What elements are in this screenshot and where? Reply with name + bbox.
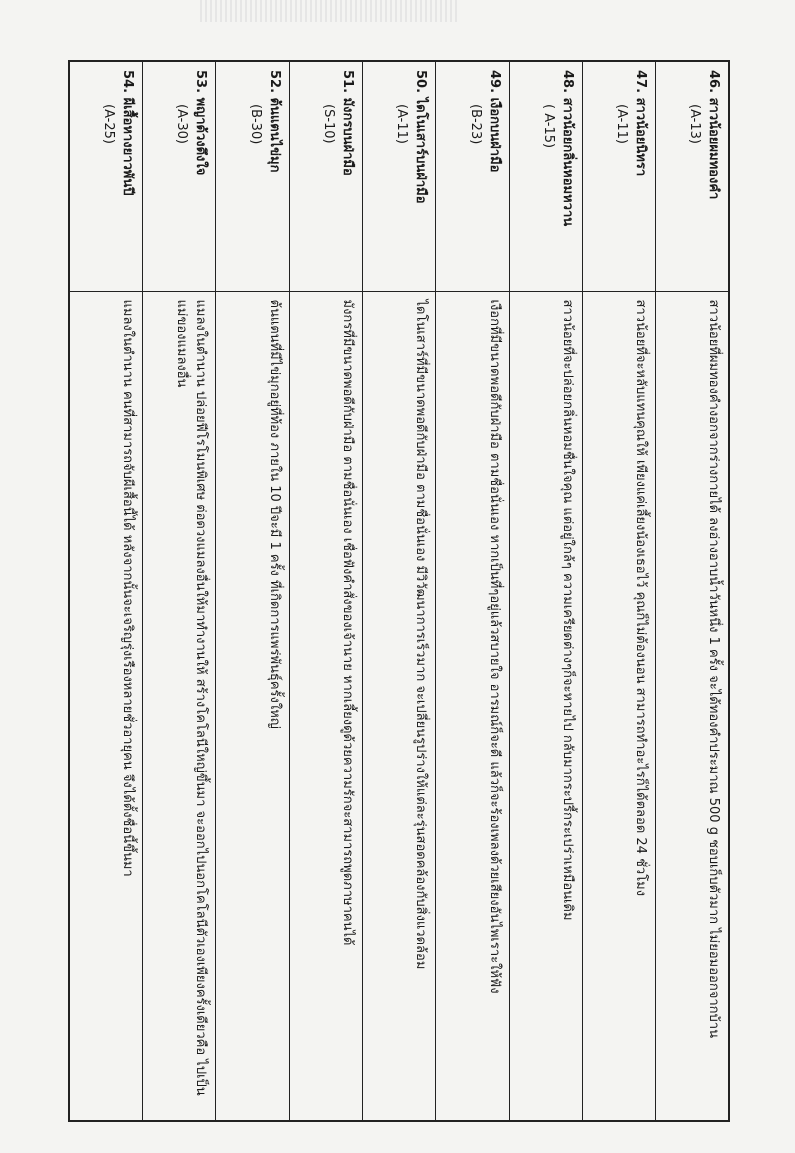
creature-code: (B-23) (467, 104, 483, 145)
name-cell (509, 61, 582, 291)
creature-code: (A-25) (101, 104, 117, 144)
creature-name: เงือกบนฝ่ามือ (486, 97, 502, 173)
creature-code: (A-11) (614, 104, 630, 144)
row-number: 47. (633, 70, 649, 94)
creature-name: มังกรบนฝ่ามือ (339, 97, 355, 176)
table-row (436, 61, 509, 1121)
description-cell: สาวน้อยที่ผมทองคำงอกจากร่างกายได้ ลงอ่างอาบน้ำวันหนึ่ง 1 ครั้ง จะได้ทองคำประมาณ 500 g ชอบเก็บตัวมาก ไม่ยอมออกจากบ้าน (656, 291, 729, 1121)
table-row (69, 61, 142, 1121)
description-cell: เงือกที่มีขนาดพอดีกับฝ่ามือ ตามชื่อนั่นเอง หากเป็นที่ๆอยู่แล้วสบายใจ อารมณ์ก็จะดี แล้วก็จะร้องเพลงด้วยเสียงอันไพเราะให้ฟัง (436, 291, 509, 1121)
name-cell (69, 61, 142, 291)
creature-code: (A-13) (687, 104, 703, 144)
row-number: 50. (413, 70, 429, 94)
description-cell: สาวน้อยที่จะปล่อยกลิ่นหอมชื่นใจคุณ แต่อยู่ใกล้ๆ ความเครียดต่างๆก็จะหายไป กลับมากระปรี้กระเปร่าเหมือนเดิม (509, 291, 582, 1121)
creature-code: (A-30) (174, 104, 190, 144)
name-cell (436, 61, 509, 291)
name-cell (216, 61, 289, 291)
name-cell (582, 61, 655, 291)
description-cell: แมลงในตำนาน คนที่สามารถจับผีเสื้อนี้ได้ หลังจากนั้นจะเจริญรุ่งเรืองหลายชั่วอายุคน จึงได้ตั้งชื่อนี้ขึ้นมา (69, 291, 142, 1121)
creature-name: สาวน้อยผมทองคำ (706, 97, 721, 200)
row-number: 52. (266, 70, 282, 94)
creature-code: (A-11) (394, 104, 410, 144)
row-number: 46. (706, 70, 721, 94)
description-cell: มังกรที่มีขนาดพอดีกับฝ่ามือ ตามชื่อนั่นเอง เชื่อฟังคำสั่งของเจ้านาย หากเลี้ยงดูด้วยความรักจะสามารถพูดภาษาคนได้ (289, 291, 362, 1121)
table-row (582, 61, 655, 1121)
creature-name: สาวน้อยนิทรา (633, 97, 649, 177)
name-cell (656, 61, 729, 291)
name-cell (142, 61, 215, 291)
row-number: 48. (559, 70, 575, 94)
creature-code: (B-30) (247, 104, 263, 145)
name-cell (362, 61, 435, 291)
name-cell (289, 61, 362, 291)
creature-name: สาวน้อยกลิ่นหอมหวาน (559, 97, 575, 227)
creature-name: ต้นแตนไข่มุก (266, 97, 282, 173)
row-number: 53. (193, 70, 209, 94)
creature-name: พญาด้วงดึงใจ (193, 97, 209, 176)
description-cell: ต้นแตนที่มีไข่มุกอยู่ที่ท้อง ภายใน 10 ปีจะมี 1 ครั้ง ที่เกิดการแพร่พันธุ์ครั้งใหญ่ (216, 291, 289, 1121)
creature-code: ( A-15) (541, 104, 556, 149)
creature-code: (S-10) (321, 104, 337, 144)
scan-smudge (200, 0, 460, 22)
rotated-table-frame (70, 60, 730, 1120)
table-row (142, 61, 215, 1121)
description-cell: สาวน้อยที่จะหลับแทนคุณให้ เพียงแค่เลี้ยงน้องเธอไว้ คุณก็ไม่ต้องนอน สามารถทำอะไรก็ได้ตลอด 24 ชั่วโมง (582, 291, 655, 1121)
table-row (362, 61, 435, 1121)
description-cell: แมลงในตำนาน ปล่อยฟีโรโมนพิเศษ ต่อดวงแมลงอื่นให้มาทำงานให้ สร้างโคโลนีใหญ่ขึ้นมา จะออกไปนอกโคโลนีตัวเองเพียงครั้งเดียวคือ ไปเป็นแม่ของแมลงอื่น (142, 291, 215, 1121)
table-row (656, 61, 729, 1121)
row-number: 54. (119, 70, 135, 94)
creature-name: ไดโนเสาร์บนฝ่ามือ (413, 97, 429, 204)
creature-name: ผีเสื้อหางยาวพันปี (119, 97, 135, 196)
creature-table (68, 60, 730, 1122)
description-cell: ไดโนเสาร์ที่มีขนาดพอดีกับฝ่ามือ ตามชื่อนั่นเอง มีวิวัฒนาการเร็วมาก จะเปลี่ยนรูปร่างให้แต่ละรุ่นสอดคล้องกับสิ่งแวดล้อม (362, 291, 435, 1121)
row-number: 51. (339, 70, 355, 94)
row-number: 49. (486, 70, 502, 94)
table-row (289, 61, 362, 1121)
table-row (216, 61, 289, 1121)
table-row (509, 61, 582, 1121)
